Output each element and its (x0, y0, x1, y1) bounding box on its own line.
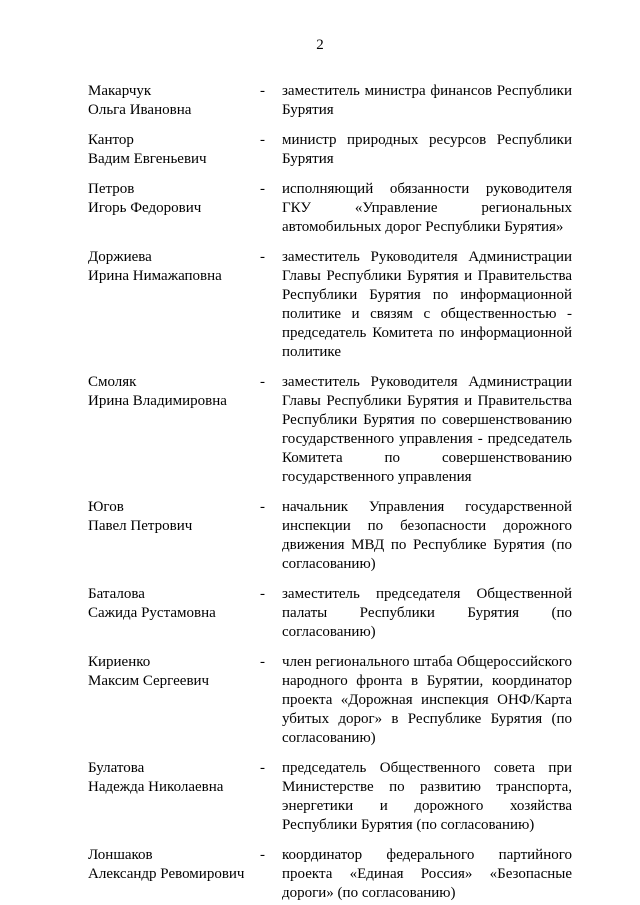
member-entry (88, 846, 572, 903)
member-name (88, 82, 260, 120)
member-entry (88, 248, 572, 362)
member-given-names: Александр Ревомирович (88, 866, 245, 882)
member-given-names: Вадим Евгеньевич (88, 151, 207, 167)
member-list (88, 82, 572, 903)
member-role: заместитель Руководителя Администрации Главы Республики Бурятия и Правительства Республики Бурятия по совершенствованию государственного управления - председатель Комитета по совершенствованию государственного управления (282, 374, 572, 485)
member-surname: Баталова (88, 586, 145, 602)
member-given-names: Максим Сергеевич (88, 673, 210, 689)
dash-separator: - (260, 132, 265, 148)
member-entry (88, 131, 572, 169)
member-entry (88, 373, 572, 487)
member-given-names: Игорь Федорович (88, 200, 202, 216)
member-name (88, 498, 260, 536)
member-entry (88, 759, 572, 835)
dash-separator: - (260, 586, 265, 602)
member-role: исполняющий обязанности руководителя ГКУ «Управление региональных автомобильных дорог Республики Бурятия» (282, 181, 572, 235)
member-entry (88, 82, 572, 120)
member-surname: Смоляк (88, 374, 137, 390)
dash-separator: - (260, 181, 265, 197)
member-name (88, 846, 260, 884)
member-role: член регионального штаба Общероссийского народного фронта в Бурятии, координатор проекта «Дорожная инспекция ОНФ/Карта убитых дорог» в Республике Бурятия (по согласованию) (282, 654, 572, 746)
member-given-names: Сажида Рустамовна (88, 605, 216, 621)
member-given-names: Ольга Ивановна (88, 102, 192, 118)
member-given-names: Надежда Николаевна (88, 779, 224, 795)
member-role: заместитель председателя Общественной палаты Республики Бурятия (по согласованию) (282, 586, 572, 640)
member-name (88, 373, 260, 411)
member-name (88, 759, 260, 797)
member-surname: Югов (88, 499, 124, 515)
member-name (88, 248, 260, 286)
member-surname: Петров (88, 181, 135, 197)
member-role: председатель Общественного совета при Министерстве по развитию транспорта, энергетики и дорожного хозяйства Республики Бурятия (по согласованию) (282, 760, 572, 833)
dash-separator: - (260, 499, 265, 515)
dash-separator: - (260, 847, 265, 863)
page-number: 2 (316, 37, 324, 53)
dash-separator: - (260, 83, 265, 99)
member-name (88, 585, 260, 623)
member-name (88, 653, 260, 691)
member-given-names: Павел Петрович (88, 518, 193, 534)
dash-separator: - (260, 249, 265, 265)
member-surname: Доржиева (88, 249, 152, 265)
member-role: начальник Управления государственной инспекции по безопасности дорожного движения МВД по Республике Бурятия (по согласованию) (282, 499, 572, 572)
member-surname: Кантор (88, 132, 134, 148)
dash-separator: - (260, 760, 265, 776)
member-role: координатор федерального партийного проекта «Единая Россия» «Безопасные дороги» (по согласованию) (282, 847, 572, 901)
member-entry (88, 653, 572, 748)
member-name (88, 180, 260, 218)
member-surname: Булатова (88, 760, 145, 776)
member-entry (88, 180, 572, 237)
member-given-names: Ирина Нимажаповна (88, 268, 222, 284)
member-surname: Лоншаков (88, 847, 153, 863)
member-given-names: Ирина Владимировна (88, 393, 227, 409)
member-role: министр природных ресурсов Республики Бурятия (282, 132, 572, 167)
member-entry (88, 585, 572, 642)
member-entry (88, 498, 572, 574)
member-surname: Макарчук (88, 83, 152, 99)
member-role: заместитель министра финансов Республики Бурятия (282, 83, 572, 118)
member-role: заместитель Руководителя Администрации Главы Республики Бурятия и Правительства Республики Бурятия по информационной политике и связям с общественностью - председатель Комитета по информационной политике (282, 249, 572, 360)
dash-separator: - (260, 654, 265, 670)
member-name (88, 131, 260, 169)
dash-separator: - (260, 374, 265, 390)
member-surname: Кириенко (88, 654, 151, 670)
